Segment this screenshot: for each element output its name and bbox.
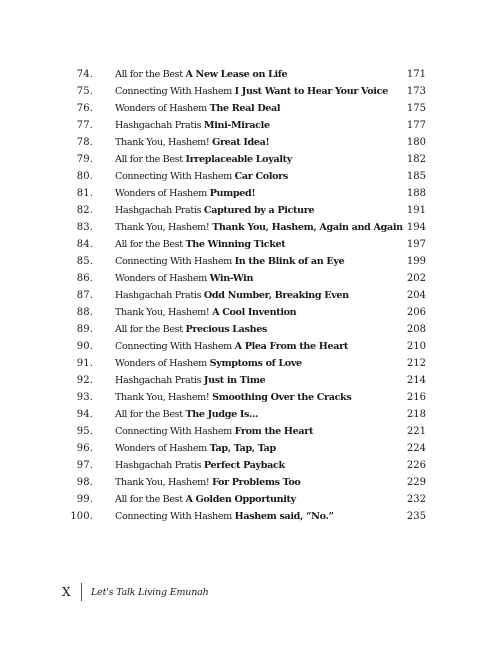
entry-number: 85. — [76, 256, 93, 267]
entry-text — [115, 83, 388, 100]
entry-page-number: 216 — [406, 392, 426, 403]
entry-series: Connecting With Hashem — [115, 426, 232, 437]
entry-series: Hashgachah Pratis — [115, 460, 202, 471]
entry-series: Wonders of Hashem — [115, 103, 207, 114]
entry-title: Win-Win — [209, 273, 254, 284]
entry-series: Thank You, Hashem! — [115, 137, 210, 148]
toc-entry — [0, 168, 504, 185]
entry-title: Car Colors — [234, 171, 288, 182]
toc-entry — [0, 287, 504, 304]
entry-text — [115, 202, 314, 219]
entry-number: 82. — [76, 205, 93, 216]
entry-title: Precious Lashes — [185, 324, 268, 335]
entry-title: Captured by a Picture — [203, 205, 315, 216]
entry-series: Connecting With Hashem — [115, 341, 232, 352]
entry-text — [115, 168, 288, 185]
toc-entry — [0, 236, 504, 253]
entry-series: Thank You, Hashem! — [115, 307, 210, 318]
entry-page-number: 175 — [406, 103, 426, 114]
entry-series: Wonders of Hashem — [115, 443, 207, 454]
entry-title: For Problems Too — [212, 477, 301, 488]
toc-entry — [0, 389, 504, 406]
entry-text — [115, 117, 270, 134]
entry-title: Tap, Tap, Tap — [209, 443, 276, 454]
entry-series: Wonders of Hashem — [115, 188, 207, 199]
entry-series: Hashgachah Pratis — [115, 205, 202, 216]
entry-title: A Golden Opportunity — [185, 494, 296, 505]
entry-series: All for the Best — [115, 239, 183, 250]
entry-title: A Cool Invention — [212, 307, 297, 318]
toc-entry — [0, 321, 504, 338]
entry-series: Thank You, Hashem! — [115, 222, 210, 233]
entry-title: Pumped! — [209, 188, 256, 199]
entry-page-number: 173 — [406, 86, 426, 97]
entry-number: 87. — [76, 290, 93, 301]
entry-title: Perfect Payback — [203, 460, 285, 471]
entry-title: The Winning Ticket — [185, 239, 286, 250]
entry-series: Connecting With Hashem — [115, 511, 232, 522]
entry-series: Thank You, Hashem! — [115, 392, 210, 403]
toc-entry — [0, 83, 504, 100]
entry-number: 88. — [76, 307, 93, 318]
entry-text — [115, 423, 313, 440]
entry-number: 94. — [76, 409, 93, 420]
entry-text — [115, 100, 280, 117]
entry-page-number: 235 — [406, 511, 426, 522]
entry-number: 99. — [76, 494, 93, 505]
entry-series: Thank You, Hashem! — [115, 477, 210, 488]
entry-series: All for the Best — [115, 324, 183, 335]
entry-number: 74. — [76, 69, 93, 80]
entry-number: 84. — [76, 239, 93, 250]
entry-title: The Real Deal — [209, 103, 281, 114]
entry-text — [115, 491, 296, 508]
entry-text — [115, 253, 344, 270]
running-book-title: Let's Talk Living Emunah — [91, 586, 209, 598]
table-of-contents — [0, 66, 504, 525]
entry-number: 97. — [76, 460, 93, 471]
entry-title: A Plea From the Heart — [234, 341, 348, 352]
entry-number: 75. — [76, 86, 93, 97]
entry-text — [115, 185, 255, 202]
entry-series: Wonders of Hashem — [115, 358, 207, 369]
toc-entry — [0, 185, 504, 202]
entry-title: Smoothing Over the Cracks — [212, 392, 352, 403]
entry-number: 80. — [76, 171, 93, 182]
entry-page-number: 204 — [406, 290, 426, 301]
toc-entry — [0, 66, 504, 83]
entry-series: Hashgachah Pratis — [115, 120, 202, 131]
entry-title: Great Idea! — [212, 137, 270, 148]
entry-number: 95. — [76, 426, 93, 437]
entry-title: Just in Time — [203, 375, 266, 386]
toc-entry — [0, 423, 504, 440]
entry-series: Connecting With Hashem — [115, 171, 232, 182]
entry-text — [115, 389, 351, 406]
page-footer — [62, 582, 209, 602]
entry-number: 86. — [76, 273, 93, 284]
entry-number: 93. — [76, 392, 93, 403]
entry-series: All for the Best — [115, 69, 183, 80]
entry-page-number: 218 — [406, 409, 426, 420]
entry-number: 96. — [76, 443, 93, 454]
entry-title: Thank You, Hashem, Again and Again — [212, 222, 403, 233]
entry-title: A New Lease on Life — [185, 69, 288, 80]
entry-number: 77. — [76, 120, 93, 131]
toc-entry — [0, 270, 504, 287]
entry-page-number: 229 — [406, 477, 426, 488]
entry-series: Hashgachah Pratis — [115, 375, 202, 386]
entry-number: 81. — [76, 188, 93, 199]
footer-divider — [81, 583, 82, 601]
page-number: X — [62, 585, 72, 599]
entry-page-number: 199 — [406, 256, 426, 267]
entry-page-number: 194 — [406, 222, 426, 233]
entry-text — [115, 440, 276, 457]
entry-text — [115, 287, 349, 304]
entry-page-number: 210 — [406, 341, 426, 352]
entry-page-number: 212 — [406, 358, 426, 369]
toc-entry — [0, 219, 504, 236]
entry-series: All for the Best — [115, 154, 183, 165]
entry-number: 76. — [76, 103, 93, 114]
entry-page-number: 177 — [406, 120, 426, 131]
entry-number: 91. — [76, 358, 93, 369]
entry-text — [115, 474, 300, 491]
entry-number: 89. — [76, 324, 93, 335]
toc-entry — [0, 406, 504, 423]
entry-title: The Judge Is... — [185, 409, 259, 420]
toc-entry — [0, 355, 504, 372]
entry-title: Mini-Miracle — [203, 120, 270, 131]
toc-entry — [0, 253, 504, 270]
toc-entry — [0, 508, 504, 525]
entry-title: In the Blink of an Eye — [234, 256, 345, 267]
entry-text — [115, 338, 348, 355]
entry-number: 78. — [76, 137, 93, 148]
entry-page-number: 214 — [406, 375, 426, 386]
entry-page-number: 221 — [406, 426, 426, 437]
entry-page-number: 185 — [406, 171, 426, 182]
entry-text — [115, 134, 269, 151]
toc-entry — [0, 151, 504, 168]
entry-page-number: 180 — [406, 137, 426, 148]
toc-entry — [0, 304, 504, 321]
entry-number: 79. — [76, 154, 93, 165]
entry-page-number: 197 — [406, 239, 426, 250]
toc-entry — [0, 202, 504, 219]
entry-page-number: 206 — [406, 307, 426, 318]
entry-title: Hashem said, “No.” — [234, 511, 334, 522]
entry-series: Connecting With Hashem — [115, 86, 232, 97]
toc-entry — [0, 457, 504, 474]
entry-page-number: 208 — [406, 324, 426, 335]
entry-number: 92. — [76, 375, 93, 386]
entry-series: Connecting With Hashem — [115, 256, 232, 267]
entry-series: All for the Best — [115, 494, 183, 505]
entry-title: I Just Want to Hear Your Voice — [234, 86, 388, 97]
entry-text — [115, 457, 285, 474]
entry-page-number: 188 — [406, 188, 426, 199]
toc-entry — [0, 491, 504, 508]
entry-number: 83. — [76, 222, 93, 233]
entry-page-number: 182 — [406, 154, 426, 165]
entry-page-number: 202 — [406, 273, 426, 284]
entry-page-number: 224 — [406, 443, 426, 454]
entry-text — [115, 151, 292, 168]
entry-page-number: 226 — [406, 460, 426, 471]
entry-number: 98. — [76, 477, 93, 488]
entry-series: Hashgachah Pratis — [115, 290, 202, 301]
entry-page-number: 232 — [406, 494, 426, 505]
toc-entry — [0, 372, 504, 389]
entry-text — [115, 406, 258, 423]
entry-series: All for the Best — [115, 409, 183, 420]
toc-entry — [0, 440, 504, 457]
entry-text — [115, 508, 334, 525]
entry-text — [115, 355, 302, 372]
toc-entry — [0, 117, 504, 134]
entry-number: 90. — [76, 341, 93, 352]
toc-entry — [0, 338, 504, 355]
entry-text — [115, 66, 287, 83]
entry-title: Symptoms of Love — [209, 358, 302, 369]
entry-number: 100. — [70, 511, 93, 522]
entry-title: From the Heart — [234, 426, 314, 437]
entry-series: Wonders of Hashem — [115, 273, 207, 284]
toc-entry — [0, 134, 504, 151]
entry-text — [115, 219, 403, 236]
toc-entry — [0, 100, 504, 117]
entry-text — [115, 321, 267, 338]
toc-entry — [0, 474, 504, 491]
entry-title: Irreplaceable Loyalty — [185, 154, 292, 165]
entry-text — [115, 372, 265, 389]
entry-page-number: 171 — [406, 69, 426, 80]
entry-text — [115, 236, 285, 253]
entry-text — [115, 270, 253, 287]
entry-page-number: 191 — [406, 205, 426, 216]
entry-text — [115, 304, 296, 321]
entry-title: Odd Number, Breaking Even — [203, 290, 349, 301]
